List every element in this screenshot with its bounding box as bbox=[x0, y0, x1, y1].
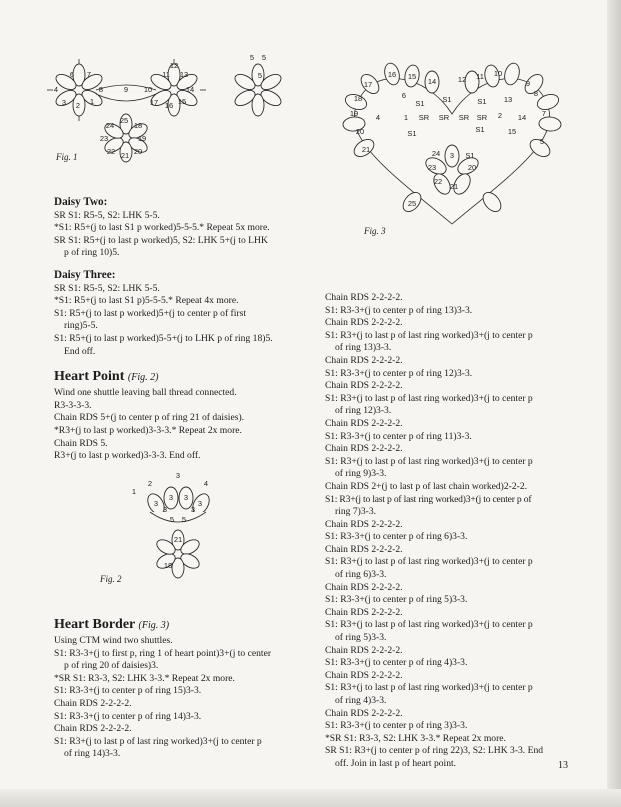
fig2-diagram bbox=[126, 470, 236, 590]
heart-border-section bbox=[54, 614, 314, 761]
fig1-label: 21 bbox=[120, 151, 130, 160]
fig1-label: 20 bbox=[133, 147, 143, 156]
text-line: S1: R3-3+(j to center p of ring 12)3-3. bbox=[325, 367, 473, 379]
fig3-label: 20 bbox=[467, 163, 477, 172]
page-edge bbox=[607, 0, 621, 807]
text-line: Chain RDS 2-2-2-2. bbox=[325, 606, 403, 618]
fig2-label: 1 bbox=[131, 487, 137, 496]
fig1-label: 6 bbox=[69, 70, 75, 79]
text-line: Wind one shuttle leaving ball thread connected. bbox=[54, 387, 237, 399]
fig1-label: 3 bbox=[61, 98, 67, 107]
right-column bbox=[325, 292, 577, 771]
text-line: SR S1: R5-5, S2: LHK 5-5. bbox=[54, 282, 160, 294]
text-line: Chain RDS 2-2-2-2. bbox=[325, 354, 403, 366]
text-line: Chain RDS 2-2-2-2. bbox=[325, 707, 403, 719]
text-line: Chain RDS 2-2-2-2. bbox=[54, 723, 132, 735]
daisy-two-title: Daisy Two: bbox=[54, 196, 108, 208]
fig1-label: 9 bbox=[123, 85, 129, 94]
fig1-label: 11 bbox=[162, 70, 170, 79]
text-line: SR S1: R3+(j to center p of ring 22)3, S2: LHK 3-3. End bbox=[325, 745, 544, 757]
fig2-label: 3 bbox=[162, 505, 168, 514]
fig3-label: 14 bbox=[517, 113, 527, 122]
fig1-label: 24 bbox=[105, 121, 115, 130]
fig3-label: 4 bbox=[375, 113, 381, 122]
fig2-label: 4 bbox=[203, 479, 209, 488]
text-line: SR S1: R5+(j to last p worked)5, S2: LHK 5+(j to LHK bbox=[54, 234, 268, 246]
fig1b-label: 5 bbox=[261, 53, 267, 62]
heart-border-heading bbox=[54, 616, 314, 635]
fig3-label: 16 bbox=[387, 70, 397, 79]
fig3-label: 2 bbox=[497, 111, 503, 120]
fig3-label: S1 bbox=[477, 97, 487, 106]
fig3-label: 3 bbox=[449, 151, 455, 160]
fig3-label: 22 bbox=[433, 177, 443, 186]
text-line: R3+(j to last p worked)3-3-3. End off. bbox=[54, 450, 201, 462]
fig3-label: SR bbox=[418, 113, 430, 122]
text-line: *S1: R5+(j to last S1 p)5-5-5.* Repeat 4x more. bbox=[54, 295, 239, 307]
text-line: S1: R3+(j to last p of last ring worked)3+(j to center p bbox=[325, 392, 533, 404]
fig3-label: 14 bbox=[427, 77, 437, 86]
text-line: Chain RDS 2-2-2-2. bbox=[325, 669, 403, 681]
text-line: S1: R3-3+(j to center p of ring 13)3-3. bbox=[325, 304, 473, 316]
page-edge-bottom bbox=[0, 789, 621, 807]
fig3-diagram bbox=[332, 44, 572, 234]
fig3-label: 7 bbox=[541, 109, 547, 118]
text-line: *SR S1: R3-3, S2: LHK 3-3.* Repeat 2x more. bbox=[325, 732, 506, 744]
fig3-label: 20 bbox=[355, 127, 365, 136]
text-line: S1: R3+(j to last p of last ring worked)3+(j to center p bbox=[54, 735, 262, 747]
text-line: Chain RDS 2-2-2-2. bbox=[325, 292, 403, 303]
text-line: R3-3-3-3. bbox=[54, 399, 92, 411]
text-line: ring)5-5. bbox=[64, 320, 98, 332]
fig3-label: 11 bbox=[476, 72, 484, 81]
fig1-label: 1 bbox=[89, 97, 95, 106]
heart-point-fig-ref: (Fig. 2) bbox=[127, 372, 159, 384]
fig1-label: 7 bbox=[86, 70, 92, 79]
text-line: Chain RDS 2-2-2-2. bbox=[325, 644, 403, 656]
text-line: *SR S1: R3-3, S2: LHK 3-3.* Repeat 2x more. bbox=[54, 672, 235, 684]
fig2-label: 5 bbox=[169, 515, 175, 524]
fig1-label: 23 bbox=[99, 134, 109, 143]
text-line: SR S1: R5-5, S2: LHK 5-5. bbox=[54, 209, 160, 221]
heart-point-title: Heart Point bbox=[54, 369, 125, 385]
text-line: S1: R3-3+(j to center p of ring 11)3-3. bbox=[325, 430, 472, 442]
fig1-label: 2 bbox=[75, 101, 81, 110]
text-line: S1: R5+(j to last p worked)5+(j to center p of first bbox=[54, 307, 247, 319]
fig3-label: 25 bbox=[407, 199, 417, 208]
fig1-label: 10 bbox=[143, 85, 153, 94]
fig1-single-daisy bbox=[218, 52, 298, 132]
fig1-label: 18 bbox=[133, 121, 143, 130]
fig1b-label: 5 bbox=[257, 71, 263, 80]
fig3-label: 15 bbox=[407, 72, 417, 81]
fig1-label: 12 bbox=[169, 61, 179, 70]
text-line: p of ring 10)5. bbox=[64, 247, 120, 259]
fig3-label: 21 bbox=[449, 182, 459, 191]
text-line: Chain RDS 2-2-2-2. bbox=[325, 380, 403, 392]
text-line: *S1: R5+(j to last S1 p worked)5-5-5.* Repeat 5x more. bbox=[54, 222, 270, 234]
text-line: S1: R3-3+(j to first p, ring 1 of heart point)3+(j to center bbox=[54, 647, 272, 659]
fig2-label: 3 bbox=[197, 499, 203, 508]
text-line: Chain RDS 2-2-2-2. bbox=[54, 697, 132, 709]
text-line: Using CTM wind two shuttles. bbox=[54, 635, 173, 646]
fig3-label: 13 bbox=[503, 95, 513, 104]
text-line: of ring 14)3-3. bbox=[64, 748, 121, 760]
text-line: Chain RDS 2-2-2-2. bbox=[325, 543, 403, 555]
fig2-label: 3 bbox=[190, 505, 196, 514]
text-line: off. Join in last p of heart point. bbox=[335, 757, 457, 769]
fig3-label: 18 bbox=[353, 94, 363, 103]
text-line: S1: R3+(j to last p of last ring worked)3+(j to center p bbox=[325, 556, 533, 568]
fig1-label: 22 bbox=[106, 147, 116, 156]
heart-border-fig-ref: (Fig. 3) bbox=[138, 620, 170, 631]
text-line: S1: R3-3+(j to center p of ring 3)3-3. bbox=[325, 720, 468, 732]
fig3-label: SR bbox=[476, 113, 488, 122]
fig1-label: 8 bbox=[98, 85, 104, 94]
text-line: Chain RDS 2-2-2-2. bbox=[325, 581, 403, 593]
fig1-label: 19 bbox=[137, 134, 147, 143]
text-line: End off. bbox=[64, 345, 96, 357]
text-line: of ring 6)3-3. bbox=[335, 569, 387, 581]
text-line: S1: R3+(j to last p of last ring worked)3+(j to center p bbox=[325, 455, 533, 467]
fig2-label: 3 bbox=[168, 493, 174, 502]
fig3-label: 8 bbox=[533, 89, 539, 98]
text-line: Chain RDS 2-2-2-2. bbox=[325, 518, 403, 530]
fig3-label: 9 bbox=[525, 79, 531, 88]
text-line: S1: R3-3+(j to center p of ring 4)3-3. bbox=[325, 657, 468, 669]
fig3-label: SR bbox=[458, 113, 470, 122]
daisy-three-title: Daisy Three: bbox=[54, 268, 116, 281]
text-line: S1: R3-3+(j to center p of ring 5)3-3. bbox=[325, 594, 468, 606]
fig2-label: 3 bbox=[183, 493, 189, 502]
fig1-label: 17 bbox=[149, 98, 159, 107]
fig1-label: 14 bbox=[185, 85, 195, 94]
fig2-label: 5 bbox=[181, 515, 187, 524]
fig2-label: 18 bbox=[163, 561, 173, 570]
fig3-label: S1 bbox=[475, 125, 485, 134]
fig3-caption: Fig. 3 bbox=[364, 226, 386, 236]
heart-point-heading bbox=[54, 368, 312, 387]
fig2-label: 2 bbox=[147, 479, 153, 488]
fig3-label: S1 bbox=[407, 129, 417, 138]
text-line: of ring 4)3-3. bbox=[335, 695, 387, 706]
fig2-label: 21 bbox=[173, 535, 183, 544]
text-line: S1: R3-3+(j to center p of ring 14)3-3. bbox=[54, 710, 202, 722]
fig1-label: 13 bbox=[179, 70, 189, 79]
fig2-label: 3 bbox=[153, 499, 159, 508]
fig3-label: 17 bbox=[363, 80, 373, 89]
fig3-label: 10 bbox=[493, 69, 503, 78]
fig3-label: 21 bbox=[361, 145, 371, 154]
heart-border-title: Heart Border bbox=[54, 617, 135, 632]
fig1-label: 4 bbox=[53, 85, 59, 94]
fig3-label: 19 bbox=[349, 109, 359, 118]
fig3-label: S1 bbox=[465, 151, 475, 160]
fig3-label: 1 bbox=[403, 113, 409, 122]
text-line: Chain RDS 2+(j to last p of last chain worked)2-2-2. bbox=[325, 480, 528, 492]
fig1b-label: 5 bbox=[249, 53, 255, 62]
text-line: Chain RDS 5. bbox=[54, 437, 108, 449]
text-line: S1: R3+(j to last p of last ring worked)3+(j to center p bbox=[325, 619, 533, 631]
fig1-label: 16 bbox=[164, 101, 174, 110]
text-line: Chain RDS 5+(j to center p of ring 21 of daisies). bbox=[54, 412, 245, 424]
text-line: Chain RDS 2-2-2-2. bbox=[325, 317, 403, 329]
fig1-label: 25 bbox=[119, 116, 129, 125]
fig3-label: SR bbox=[438, 113, 450, 122]
text-line: Chain RDS 2-2-2-2. bbox=[325, 443, 403, 455]
text-line: ring 7)3-3. bbox=[335, 506, 377, 518]
fig3-label: 5 bbox=[539, 137, 545, 146]
text-line: S1: R3+(j to last p of last ring worked)3+(j to center p bbox=[325, 682, 533, 694]
text-line: S1: R3+(j to last p of last ring worked)3+(j to center p of bbox=[325, 493, 532, 505]
text-line: *R3+(j to last p worked)3-3-3.* Repeat 2x more. bbox=[54, 424, 242, 436]
fig3-label: 12 bbox=[457, 75, 467, 84]
fig3-label: 24 bbox=[431, 149, 441, 158]
left-column bbox=[54, 196, 312, 463]
fig3-label: 23 bbox=[427, 163, 437, 172]
fig2-caption: Fig. 2 bbox=[100, 574, 122, 584]
fig3-label: 6 bbox=[401, 91, 407, 100]
text-line: of ring 13)3-3. bbox=[335, 342, 392, 354]
text-line: S1: R3-3+(j to center p of ring 6)3-3. bbox=[325, 531, 468, 543]
text-line: of ring 5)3-3. bbox=[335, 632, 387, 644]
text-line: p of ring 20 of daisies)3. bbox=[64, 660, 159, 672]
page-number: 13 bbox=[558, 760, 568, 771]
text-line: Chain RDS 2-2-2-2. bbox=[325, 417, 403, 429]
fig2-label: 3 bbox=[175, 471, 181, 480]
fig3-label: S1 bbox=[442, 95, 452, 104]
text-line: S1: R5+(j to last p worked)5-5+(j to LHK p of ring 18)5. bbox=[54, 332, 273, 344]
text-line: S1: R3+(j to last p of last ring worked)3+(j to center p bbox=[325, 329, 533, 341]
text-line: S1: R3-3+(j to center p of ring 15)3-3. bbox=[54, 685, 202, 697]
fig3-label: S1 bbox=[415, 99, 425, 108]
fig1-label: 15 bbox=[177, 97, 187, 106]
text-line: of ring 9)3-3. bbox=[335, 468, 387, 480]
text-line: of ring 12)3-3. bbox=[335, 405, 392, 417]
fig3-label: 15 bbox=[507, 127, 517, 136]
fig1-caption: Fig. 1 bbox=[56, 152, 78, 162]
